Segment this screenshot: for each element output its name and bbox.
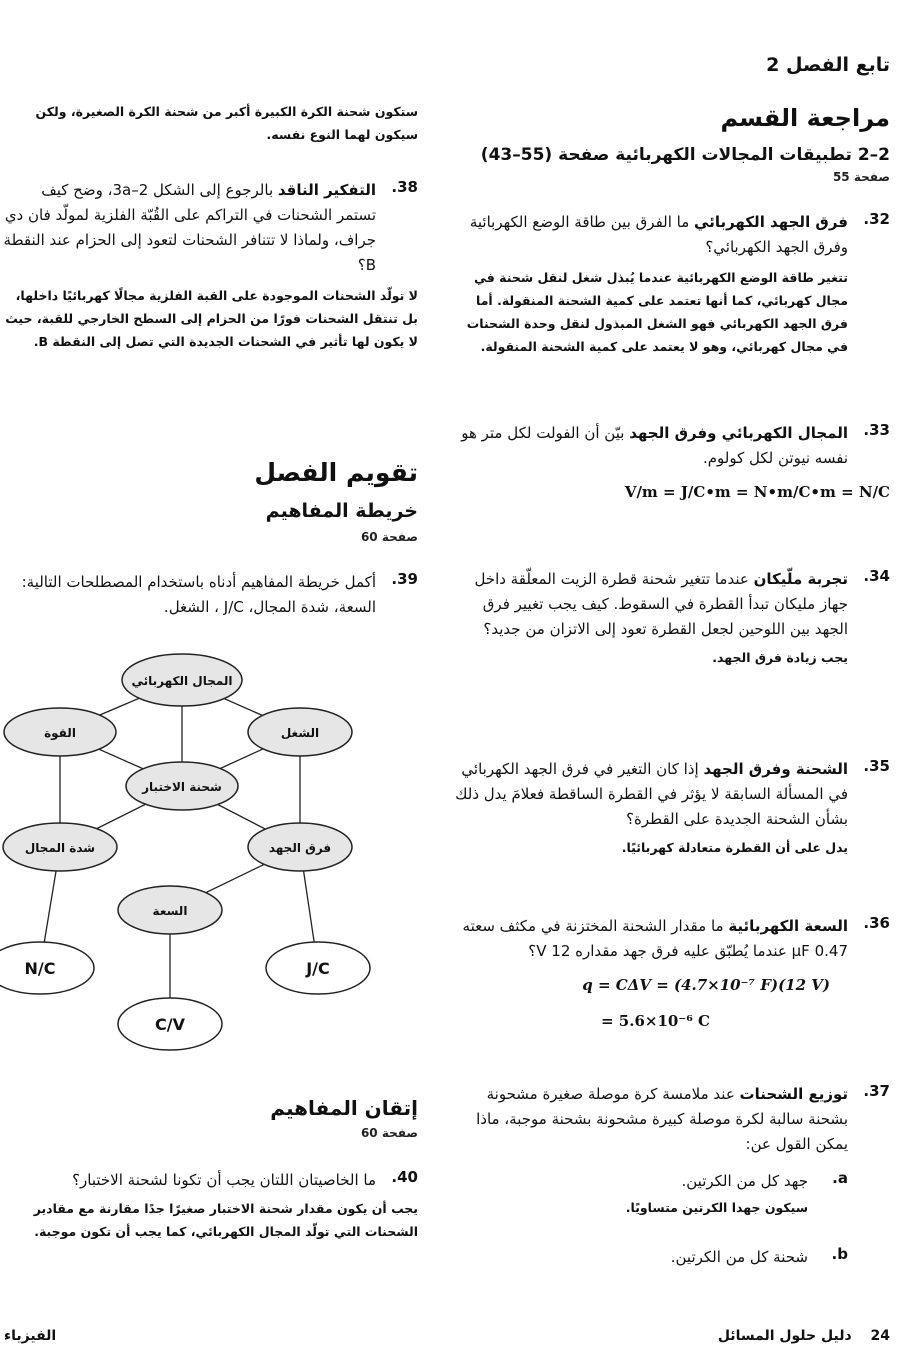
question-text — [450, 210, 848, 260]
question-number: 33. — [863, 421, 890, 439]
question-term: توزيع الشحنات — [739, 1085, 848, 1103]
question-text — [450, 757, 848, 832]
question-35 — [450, 757, 890, 859]
node-jc — [266, 942, 370, 994]
page-ref: صفحة 55 — [832, 170, 890, 184]
question-number: 39. — [391, 570, 418, 588]
subject-name: الفيزياء — [4, 1328, 57, 1344]
question-text: ما الخاصيتان اللتان يجب أن تكونا لشحنة الاختبار؟ — [72, 1171, 376, 1189]
question-text — [450, 567, 848, 642]
question-body: ما مقدار الشحنة المختزنة في مكثف سعته 0.47 μF عندما يُطبّق عليه فرق جهد مقداره 12 V؟ — [462, 917, 848, 960]
question-38 — [0, 178, 418, 353]
answer-text: لا تولّد الشحنات الموجودة على القبة الفلزية مجالًا كهربائيًا داخلها، بل تنتقل الشحنات فورًا من الحزام إلى السطح الخارجي للقبة، حيث لا يكون لها تأثير في الشحنات الجديدة التي تصل إلى النقطة B. — [5, 288, 418, 349]
node-electric-field — [122, 654, 242, 706]
concept-map-diagram — [0, 640, 420, 1060]
equation: V/m = J/C•m = N•m/C•m = N/C — [624, 483, 890, 501]
question-number: 35. — [863, 757, 890, 775]
question-text: أكمل خريطة المفاهيم أدناه باستخدام المصطلحات التالية: السعة، شدة المجال، J/C ، الشغل. — [21, 573, 376, 616]
node-force — [4, 708, 116, 756]
question-body: عندما تتغير شحنة قطرة الزيت المعلّقة داخل جهاز مليكان تبدأ القطرة في السقوط. كيف يجب تغيير فرق الجهد بين اللوحين لجعل القطرة تعود إلى الاتزان من جديد؟ — [474, 570, 848, 638]
node-potential-difference — [248, 823, 352, 871]
chapter-assessment-title: تقويم الفصل — [254, 458, 418, 487]
question-body: بيّن أن الفولت لكل متر هو نفسه نيوتن لكل كولوم. — [461, 424, 848, 467]
question-body: ما الفرق بين طاقة الوضع الكهربائية وفرق الجهد الكهربائي؟ — [469, 213, 848, 256]
question-body: عند ملامسة كرة موصلة صغيرة مشحونة بشحنة سالبة لكرة موصلة كبيرة مشحونة بشحنة موجبة، ماذا يمكن القول عن: — [476, 1085, 848, 1153]
node-test-charge — [126, 762, 238, 810]
question-number: 32. — [863, 210, 890, 228]
question-39 — [0, 570, 418, 620]
guide-title: دليل حلول المسائل — [717, 1328, 852, 1344]
equation-capacitance: q = CΔV = (4.7×10⁻⁷ F)(12 V) — [582, 976, 830, 994]
question-text — [450, 1082, 848, 1157]
question-33 — [450, 421, 890, 501]
node-work — [248, 708, 352, 756]
question-term: تجربة ملّيكان — [753, 570, 848, 588]
answer-text: يجب أن يكون مقدار شحنة الاختبار صغيرًا جدًا مقارنة مع مقادير الشحنات التي تولّد المجال الكهربائي، كما يجب أن تكون موجبة. — [33, 1201, 418, 1239]
question-36 — [450, 914, 890, 1030]
section-subtitle: 2–2 تطبيقات المجالات الكهربائية صفحة (55–43) — [480, 145, 890, 165]
node-label: J/C — [306, 959, 330, 978]
page-ref: صفحة 60 — [360, 1126, 418, 1140]
node-nc — [0, 942, 94, 994]
answer-text: تتغير طاقة الوضع الكهربائية عندما يُبذل شغل لنقل شحنة في مجال كهربائي، كما أنها تعتمد على كمية الشحنة المنقولة. أما فرق الجهد الكهربائي فهو الشغل المبذول لنقل وحدة الشحنات في مجال كهربائي، وهو لا يعتمد على كمية الشحنة المنقولة. — [466, 270, 848, 354]
question-34 — [450, 567, 890, 669]
answer-text: يدل على أن القطرة متعادلة كهربائيًا. — [621, 840, 848, 855]
question-text — [0, 178, 376, 278]
question-text — [450, 421, 848, 471]
node-label: شدة المجال — [24, 841, 96, 855]
right-column — [450, 0, 890, 1350]
question-text — [450, 914, 848, 964]
question-body: إذا كان التغير في فرق الجهد الكهربائي في المسألة السابقة لا يؤثر في القطرة الساقطة فعلامَ يدل ذلك بشأن الشحنة الجديدة على القطرة؟ — [455, 760, 848, 828]
page-ref: صفحة 60 — [360, 530, 418, 544]
node-label: المجال الكهربائي — [131, 674, 233, 688]
question-37 — [450, 1082, 890, 1270]
subquestion-label: b. — [831, 1245, 848, 1263]
page-number: 24 — [870, 1328, 890, 1344]
concept-mastery-title: إتقان المفاهيم — [270, 1096, 418, 1120]
question-number: 36. — [863, 914, 890, 932]
question-number: 34. — [863, 567, 890, 585]
node-label: شحنة الاختبار — [142, 780, 222, 794]
node-label: فرق الجهد — [268, 841, 332, 855]
node-cv — [118, 998, 222, 1050]
answer-text: يجب زيادة فرق الجهد. — [712, 650, 848, 665]
question-term: الشحنة وفرق الجهد — [703, 760, 848, 778]
node-label: الشغل — [280, 726, 320, 740]
answer-text: سيكون جهدا الكرتين متساويًا. — [625, 1200, 808, 1215]
concept-map-title: خريطة المفاهيم — [265, 500, 418, 522]
subquestion-b — [450, 1245, 848, 1270]
page-footer-right — [718, 1328, 890, 1344]
equation-result: = 5.6×10⁻⁶ C — [601, 1012, 710, 1030]
node-label: السعة — [152, 904, 188, 918]
question-number: 37. — [863, 1082, 890, 1100]
node-label: N/C — [24, 959, 56, 978]
chapter-continuation: تابع الفصل 2 — [766, 54, 890, 76]
node-capacitance — [118, 886, 222, 934]
subquestion-text: جهد كل من الكرتين. — [681, 1172, 808, 1190]
node-label: القوة — [44, 726, 76, 740]
subquestion-a — [450, 1169, 848, 1219]
page-footer-left — [4, 1328, 56, 1344]
question-term: السعة الكهربائية — [728, 917, 848, 935]
node-field-strength — [3, 823, 117, 871]
section-review-title: مراجعة القسم — [720, 104, 890, 132]
subquestion-label: a. — [832, 1169, 848, 1187]
question-term: التفكير الناقد — [277, 181, 376, 199]
question-40 — [0, 1168, 418, 1243]
node-label: C/V — [155, 1015, 185, 1034]
question-term: المجال الكهربائي وفرق الجهد — [629, 424, 848, 442]
answer-continued: ستكون شحنة الكرة الكبيرة أكبر من شحنة الكرة الصغيرة، ولكن سيكون لهما النوع نفسه. — [35, 104, 418, 142]
question-body: بالرجوع إلى الشكل 2–3a، وضح كيف تستمر الشحنات في التراكم على القُبّة الفلزية لمولّد فان دي جراف، ولماذا لا تتنافر الشحنات لتعود إلى الحزام عند النقطة B؟ — [3, 181, 376, 274]
question-32 — [450, 210, 890, 358]
question-term: فرق الجهد الكهربائي — [694, 213, 848, 231]
question-number: 40. — [391, 1168, 418, 1186]
question-number: 38. — [391, 178, 418, 196]
subquestion-text: شحنة كل من الكرتين. — [670, 1248, 808, 1266]
